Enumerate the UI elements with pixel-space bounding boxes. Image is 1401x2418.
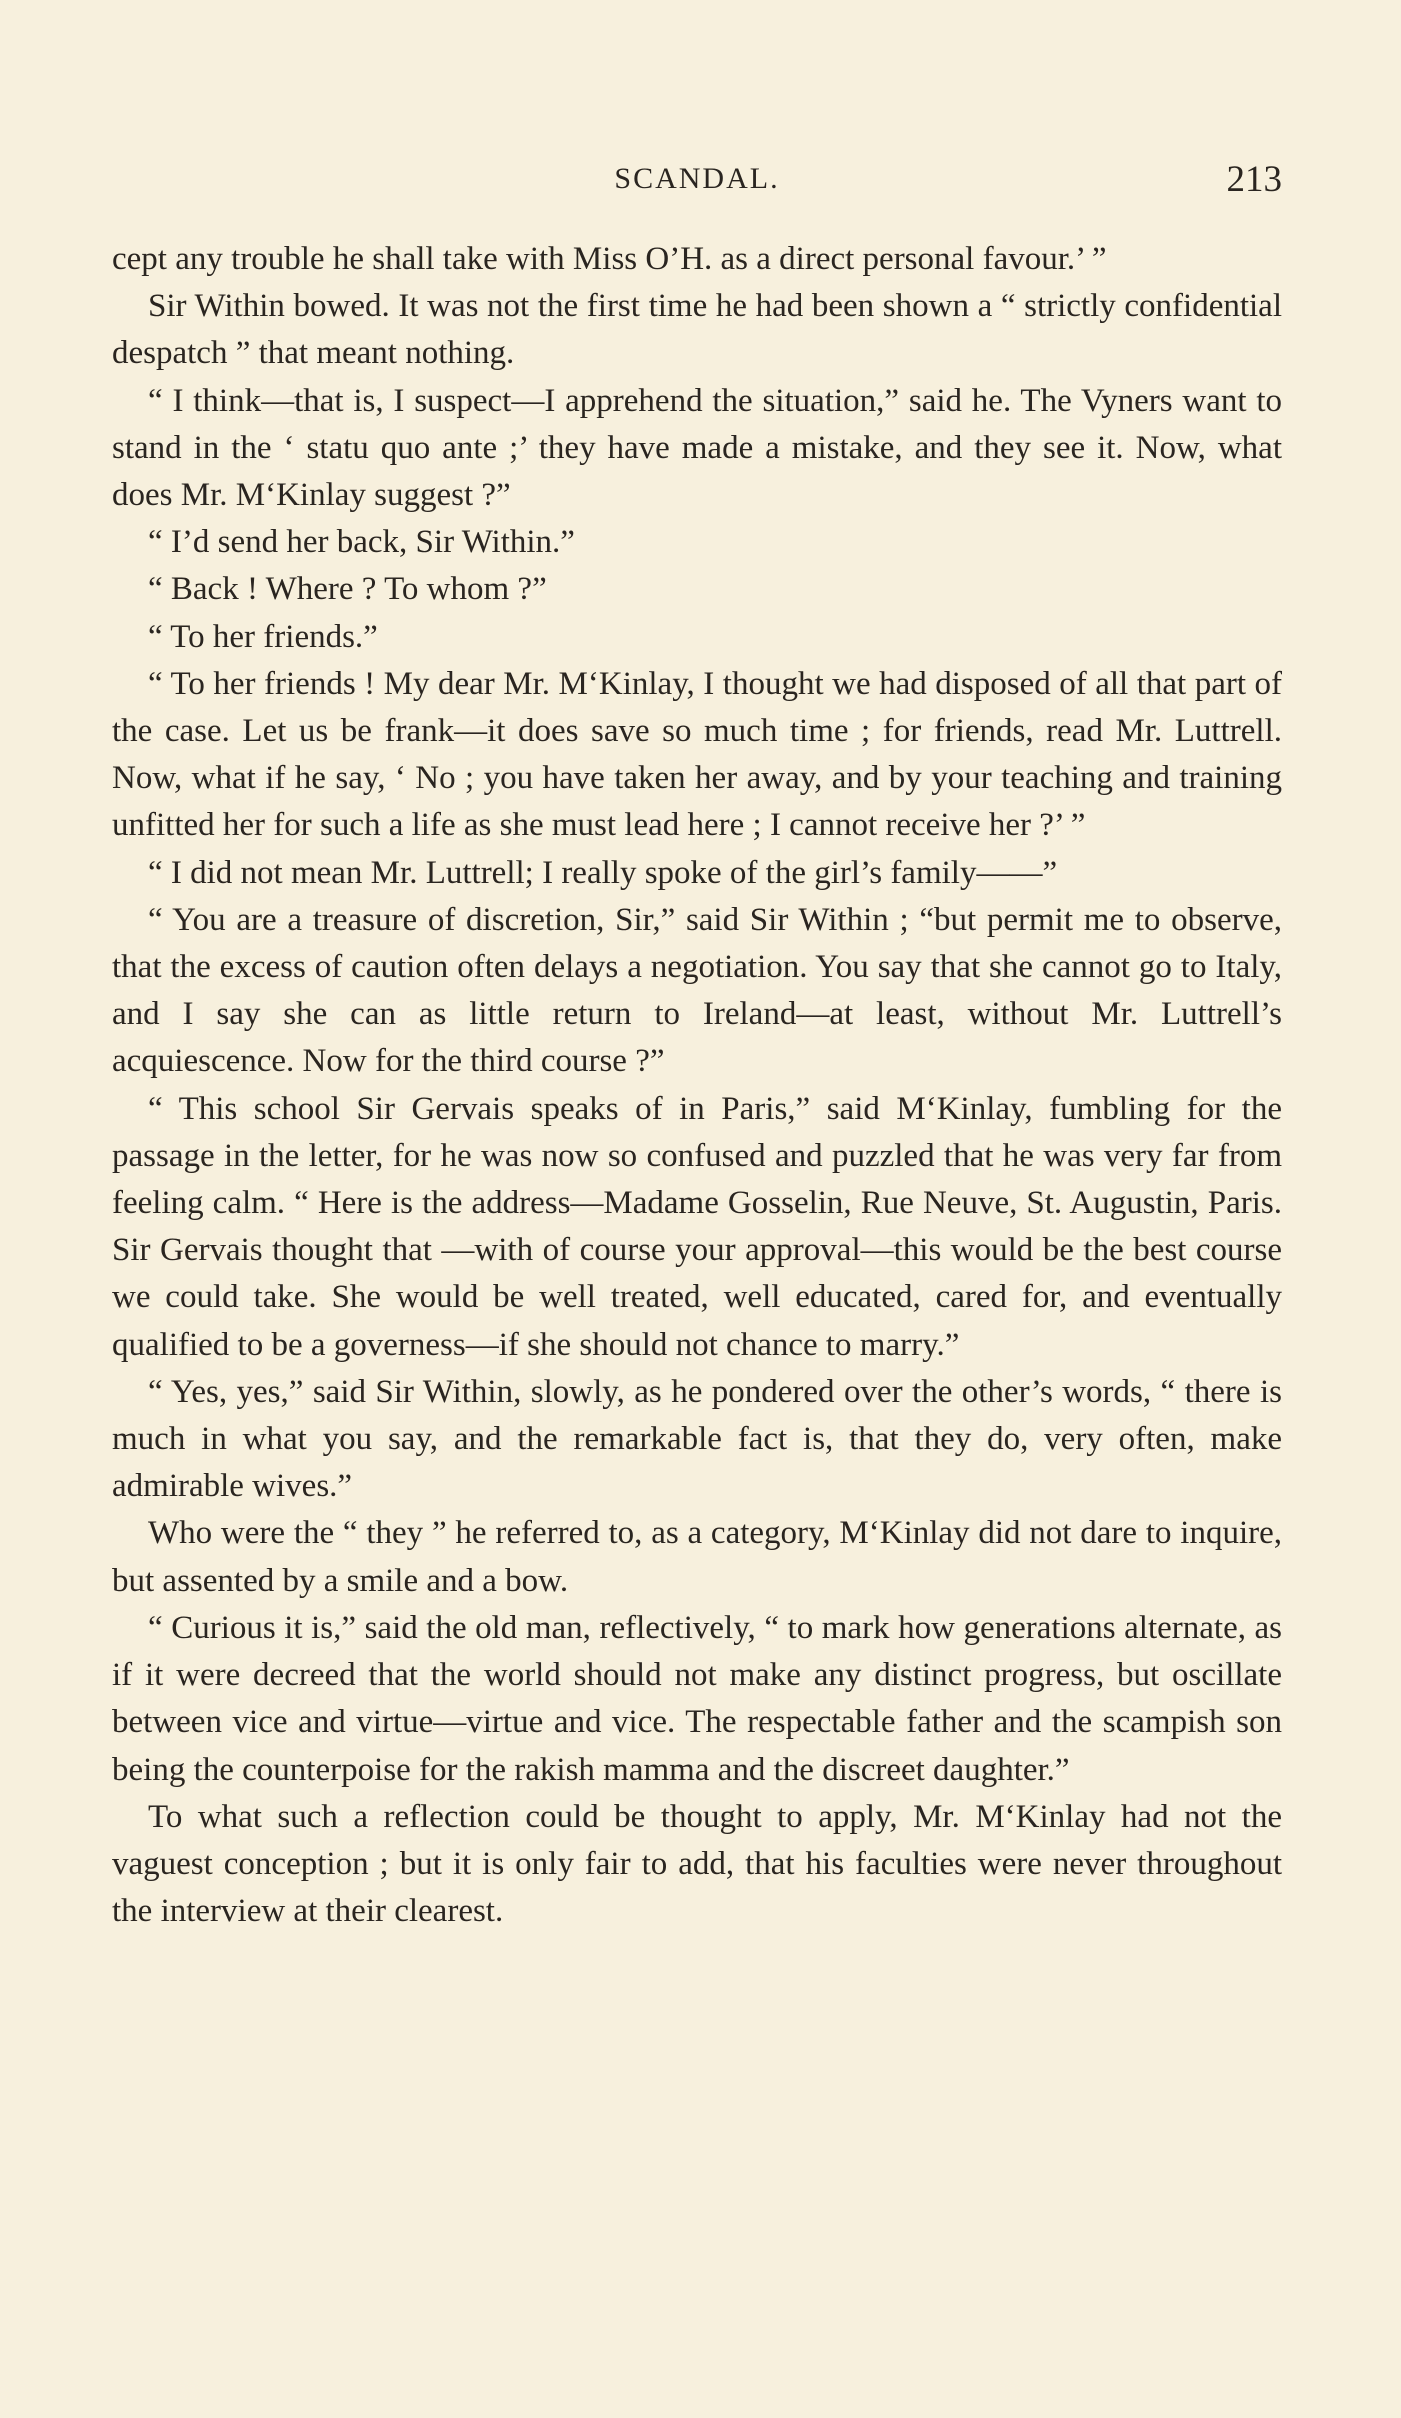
paragraph: “ I’d send her back, Sir Within.” — [148, 524, 575, 561]
paragraph: “ This school Sir Gervais speaks of in Paris,” said M‘Kinlay, fumbling for the passage in the letter, for he was now so confused and puzzled that he was very far from feeling calm. “ Here is the address—Madame Gosselin, Rue Neuve, St. Augustin, Paris. Sir Gervais thought that —with of course your approval—this would be the best course we could take. She would be well treated, well educated, cared for, and eventually qualified to be a governess—if she should not chance to marry.” — [112, 1090, 1282, 1363]
body-text — [112, 236, 1282, 1935]
running-head: SCANDAL. — [614, 162, 780, 195]
paragraph: “ To her friends.” — [148, 618, 378, 655]
paragraph: “ To her friends ! My dear Mr. M‘Kinlay, I thought we had disposed of all that part of the case. Let us be frank—it does save so much time ; for friends, read Mr. Luttrell. Now, what if he say, ‘ No ; you have taken her away, and by your teaching and training unfitted her for such a life as she must lead here ; I cannot receive her ?’ ” — [112, 665, 1282, 844]
page-header — [112, 159, 1282, 210]
page-number: 213 — [1226, 159, 1282, 200]
paragraph: “ I think—that is, I suspect—I apprehend the situation,” said he. The Vyners want to stand in the ‘ statu quo ante ;’ they have made a mistake, and they see it. Now, what does Mr. M‘Kinlay suggest ?” — [112, 382, 1282, 514]
paragraph: To what such a reflection could be thought to apply, Mr. M‘Kinlay had not the vaguest conception ; but it is only fair to add, that his faculties were never throughout the interview at their clearest. — [112, 1798, 1282, 1930]
paragraph: cept any trouble he shall take with Miss O’H. as a direct personal favour.’ ” — [112, 241, 1107, 277]
paragraph: “ Yes, yes,” said Sir Within, slowly, as he pondered over the other’s words, “ there is much in what you say, and the remarkable fact is, that they do, very often, make admirable wives.” — [112, 1373, 1282, 1505]
paragraph: “ Back ! Where ? To whom ?” — [148, 571, 547, 608]
paragraph: “ Curious it is,” said the old man, reflectively, “ to mark how generations alternate, as if it were decreed that the world should not make any distinct progress, but oscillate between vice and virtue—virtue and vice. The respectable father and the scampish son being the counterpoise for the rakish mamma and the discreet daughter.” — [112, 1609, 1282, 1788]
paragraph: Who were the “ they ” he referred to, as a category, M‘Kinlay did not dare to inquire, but assented by a smile and a bow. — [112, 1515, 1282, 1599]
paragraph: “ I did not mean Mr. Luttrell; I really spoke of the girl’s family——” — [148, 854, 1058, 891]
paragraph: Sir Within bowed. It was not the first time he had been shown a “ strictly confidential despatch ” that meant nothing. — [112, 288, 1282, 372]
paragraph: “ You are a treasure of discretion, Sir,” said Sir Within ; “but permit me to observe, that the excess of caution often delays a negotiation. You say that she cannot go to Italy, and I say she can as little return to Ireland—at least, without Mr. Luttrell’s acquiescence. Now for the third course ?” — [112, 901, 1282, 1080]
